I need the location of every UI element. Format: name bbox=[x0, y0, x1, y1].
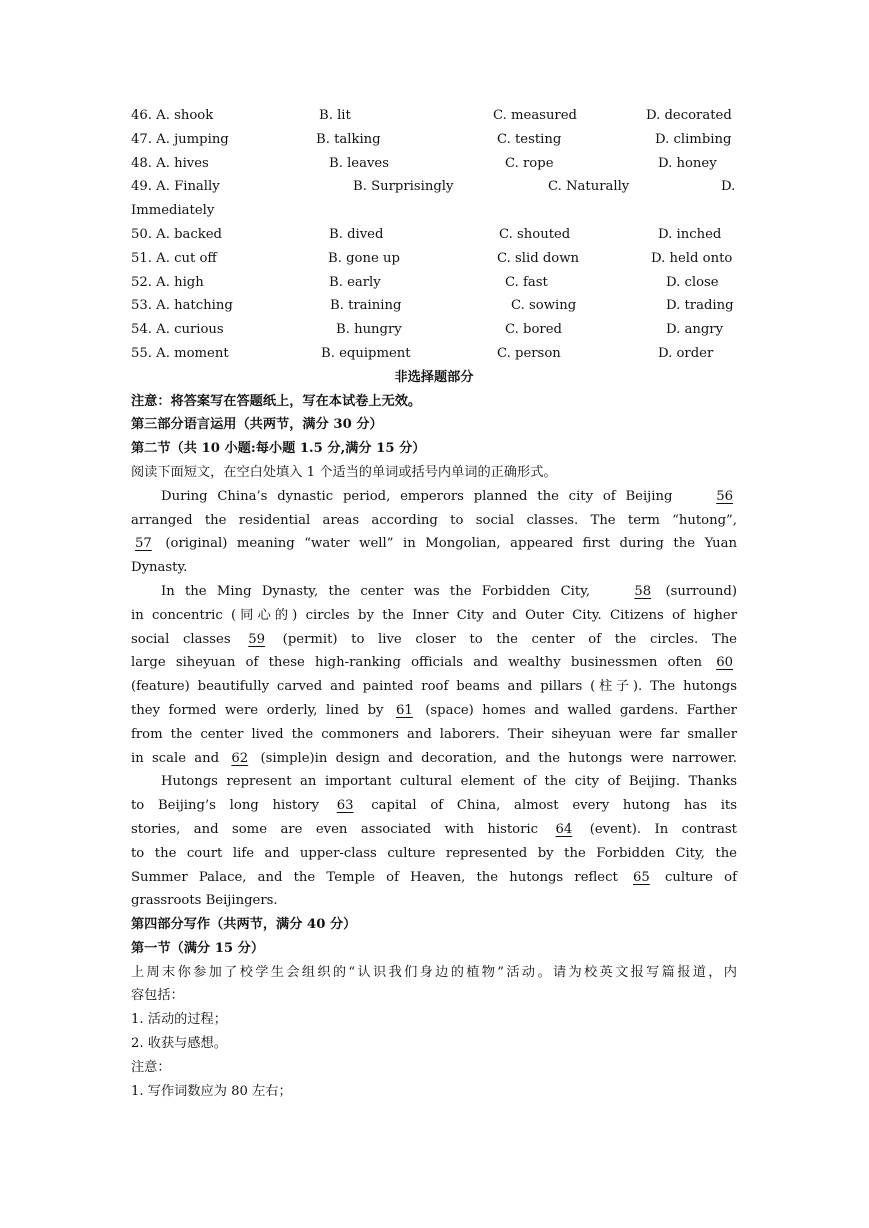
writing-prompt: 上周末你参加了校学生会组织的“认识我们身边的植物”活动。请为校英文报写篇报道，内 bbox=[131, 964, 737, 980]
passage-line: Hutongs represent an important cultural element of the city of Beijing. Thanks bbox=[161, 774, 737, 790]
blank-57[interactable]: 57 bbox=[135, 536, 152, 552]
option-c[interactable]: C. measured bbox=[493, 108, 577, 123]
option-b[interactable]: B. Surprisingly bbox=[353, 179, 454, 195]
passage-line: from the center lived the commoners and laborers. Their siheyuan were far smaller bbox=[131, 726, 737, 742]
question-number-option-a[interactable]: 54. A. curious bbox=[131, 322, 224, 338]
note-item-1: 1. 写作词数应为 80 左右； bbox=[131, 1083, 292, 1099]
option-b[interactable]: B. gone up bbox=[328, 250, 400, 266]
passage-line: in concentric (同心的) circles by the Inner City and Outer City. Citizens of higher bbox=[131, 607, 737, 623]
question-number-option-a[interactable]: 48. A. hives bbox=[131, 155, 209, 171]
question-number-option-a[interactable]: 52. A. high bbox=[131, 274, 204, 290]
question-row bbox=[131, 128, 737, 152]
section1-title: 第一节（满分 15 分） bbox=[131, 940, 265, 956]
question-number-option-a[interactable]: 55. A. moment bbox=[131, 345, 229, 361]
section2-title: 第二节（共 10 小题:每小题 1.5 分,满分 15 分） bbox=[131, 441, 426, 457]
question-row bbox=[131, 342, 737, 366]
option-d[interactable]: D. decorated bbox=[646, 108, 732, 123]
option-b[interactable]: B. leaves bbox=[329, 155, 389, 171]
passage-line: social classes 59 (permit) to live closer to the center of the circles. The bbox=[131, 628, 737, 652]
option-c[interactable]: C. rope bbox=[505, 155, 554, 171]
question-number-option-a[interactable]: 53. A. hatching bbox=[131, 298, 233, 314]
question-number-option-a[interactable]: 49. A. Finally bbox=[131, 179, 220, 195]
option-b[interactable]: B. hungry bbox=[336, 322, 402, 338]
part3-title: 第三部分语言运用（共两节，满分 30 分） bbox=[131, 417, 383, 433]
option-d[interactable]: D. trading bbox=[666, 298, 734, 314]
part4-title: 第四部分写作（共两节，满分 40 分） bbox=[131, 917, 357, 933]
option-d-continued: Immediately bbox=[131, 203, 215, 219]
instructions: 阅读下面短文，在空白处填入 1 个适当的单词或括号内单词的正确形式。 bbox=[131, 464, 557, 480]
blank-56[interactable]: 56 bbox=[716, 488, 733, 504]
option-d[interactable]: D. bbox=[721, 179, 736, 195]
option-c[interactable]: C. fast bbox=[505, 274, 548, 290]
content-point-1: 1. 活动的过程； bbox=[131, 1012, 227, 1028]
option-c[interactable]: C. testing bbox=[497, 131, 562, 147]
option-c[interactable]: C. bored bbox=[505, 322, 562, 338]
option-b[interactable]: B. lit bbox=[319, 108, 351, 123]
blank-62[interactable]: 62 bbox=[231, 750, 249, 766]
option-b[interactable]: B. early bbox=[329, 274, 381, 290]
question-row bbox=[131, 271, 737, 295]
passage-line: large siheyuan of these high-ranking officials and wealthy businessmen often 60 bbox=[131, 651, 737, 675]
option-b[interactable]: B. equipment bbox=[321, 345, 411, 361]
notice: 注意：将答案写在答题纸上，写在本试卷上无效。 bbox=[131, 393, 422, 409]
question-number-option-a[interactable]: 47. A. jumping bbox=[131, 131, 229, 147]
passage-line: they formed were orderly, lined by 61 (space) homes and walled gardens. Farther bbox=[131, 699, 737, 723]
option-d[interactable]: D. close bbox=[666, 274, 719, 290]
passage-line: In the Ming Dynasty, the center was the Forbidden City, 58 (surround) bbox=[131, 580, 737, 604]
option-d[interactable]: D. angry bbox=[666, 322, 724, 338]
passage-line: Dynasty. bbox=[131, 560, 188, 576]
option-d[interactable]: D. climbing bbox=[655, 131, 732, 147]
option-c[interactable]: C. person bbox=[497, 345, 561, 361]
option-c[interactable]: C. sowing bbox=[511, 298, 577, 314]
blank-65[interactable]: 65 bbox=[633, 869, 650, 885]
question-row bbox=[131, 318, 737, 342]
passage-line: to Beijing’s long history 63 capital of China, almost every hutong has its bbox=[131, 794, 737, 818]
passage-line: arranged the residential areas according to social classes. The term “hutong”, bbox=[131, 512, 737, 528]
option-b[interactable]: B. dived bbox=[329, 226, 384, 242]
note-label: 注意： bbox=[131, 1059, 171, 1075]
option-c[interactable]: C. slid down bbox=[497, 250, 580, 266]
question-row bbox=[131, 223, 737, 247]
blank-63[interactable]: 63 bbox=[336, 798, 354, 814]
passage-line: in scale and 62 (simple)in design and decoration, and the hutongs were narrower. bbox=[131, 747, 737, 771]
section-heading: 非选择题部分 bbox=[394, 369, 474, 385]
blank-59[interactable]: 59 bbox=[248, 631, 266, 647]
blank-60[interactable]: 60 bbox=[716, 655, 733, 671]
multiple-choice-list bbox=[131, 104, 737, 366]
exam-page bbox=[131, 104, 737, 1103]
passage-line: 57 (original) meaning “water well” in Mongolian, appeared first during the Yuan bbox=[131, 532, 737, 556]
option-d[interactable]: D. inched bbox=[658, 226, 722, 242]
content-point-2: 2. 收获与感想。 bbox=[131, 1036, 227, 1052]
option-d[interactable]: D. order bbox=[658, 345, 714, 361]
blank-61[interactable]: 61 bbox=[395, 702, 413, 718]
option-b[interactable]: B. talking bbox=[316, 131, 381, 147]
blank-64[interactable]: 64 bbox=[555, 821, 573, 837]
passage-line: stories, and some are even associated with historic 64 (event). In contrast bbox=[131, 818, 737, 842]
passage-line: to the court life and upper-class culture represented by the Forbidden City, the bbox=[131, 845, 737, 861]
question-row bbox=[131, 247, 737, 271]
passage-line: grassroots Beijingers. bbox=[131, 893, 278, 909]
question-row bbox=[131, 294, 737, 318]
option-c[interactable]: C. shouted bbox=[499, 226, 571, 242]
question-number-option-a[interactable]: 46. A. shook bbox=[131, 108, 214, 123]
blank-58[interactable]: 58 bbox=[634, 583, 652, 599]
passage-line: Summer Palace, and the Temple of Heaven, the hutongs reflect 65 culture of bbox=[131, 866, 737, 890]
option-b[interactable]: B. training bbox=[330, 298, 402, 314]
option-c[interactable]: C. Naturally bbox=[548, 179, 630, 195]
question-number-option-a[interactable]: 51. A. cut off bbox=[131, 250, 217, 266]
question-row bbox=[131, 152, 737, 176]
writing-prompt-cont: 容包括： bbox=[131, 988, 184, 1004]
option-d[interactable]: D. honey bbox=[658, 155, 717, 171]
passage-line: During China’s dynastic period, emperors planned the city of Beijing 56 bbox=[131, 485, 737, 509]
passage-line: (feature) beautifully carved and painted roof beams and pillars (柱子). The hutongs bbox=[131, 679, 737, 695]
question-row bbox=[131, 175, 737, 199]
question-number-option-a[interactable]: 50. A. backed bbox=[131, 226, 222, 242]
question-row bbox=[131, 104, 737, 128]
option-d[interactable]: D. held onto bbox=[651, 250, 733, 266]
